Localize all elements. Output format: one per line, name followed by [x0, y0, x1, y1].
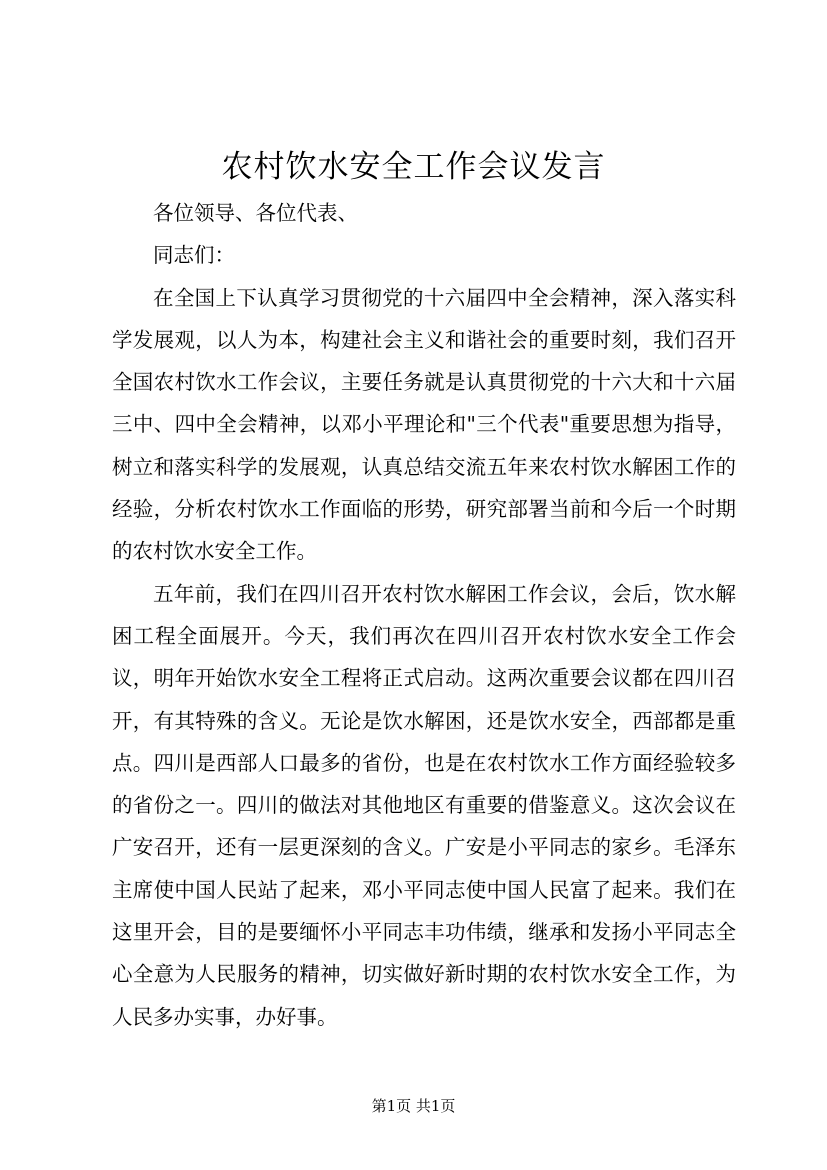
document-body [112, 192, 736, 1038]
salutation-line-1: 各位领导、各位代表、 [153, 201, 358, 225]
document-title: 农村饮水安全工作会议发言 [221, 149, 606, 185]
salutation-line-2: 同志们： [153, 243, 235, 268]
body-paragraph-1: 在全国上下认真学习贯彻党的十六届四中全会精神，深入落实科学发展观，以人为本，构建社会主义和谐社会的重要时刻，我们召开全国农村饮水工作会议，主要任务就是认真贯彻党的十六大和十六届三中、四中全会精神，以邓小平理论和"三个代表"重要思想为指导，树立和落实科学的发展观，认真总结交流五年来农村饮水解困工作的经验，分析农村饮水工作面临的形势，研究部署当前和今后一个时期的农村饮水安全工作。 [112, 285, 736, 564]
body-paragraph-2: 五年前，我们在四川召开农村饮水解困工作会议，会后，饮水解困工程全面展开。今天，我们再次在四川召开农村饮水安全工作会议，明年开始饮水安全工程将正式启动。这两次重要会议都在四川召开，有其特殊的含义。无论是饮水解困，还是饮水安全，西部都是重点。四川是西部人口最多的省份，也是在农村饮水工作方面经验较多的省份之一。四川的做法对其他地区有重要的借鉴意义。这次会议在广安召开，还有一层更深刻的含义。广安是小平同志的家乡。毛泽东主席使中国人民站了起来，邓小平同志使中国人民富了起来。我们在这里开会，目的是要缅怀小平同志丰功伟绩，继承和发扬小平同志全心全意为人民服务的精神，切实做好新时期的农村饮水安全工作，为人民多办实事，办好事。 [112, 581, 736, 1029]
page-footer: 第1页 共1页 [371, 1097, 456, 1115]
